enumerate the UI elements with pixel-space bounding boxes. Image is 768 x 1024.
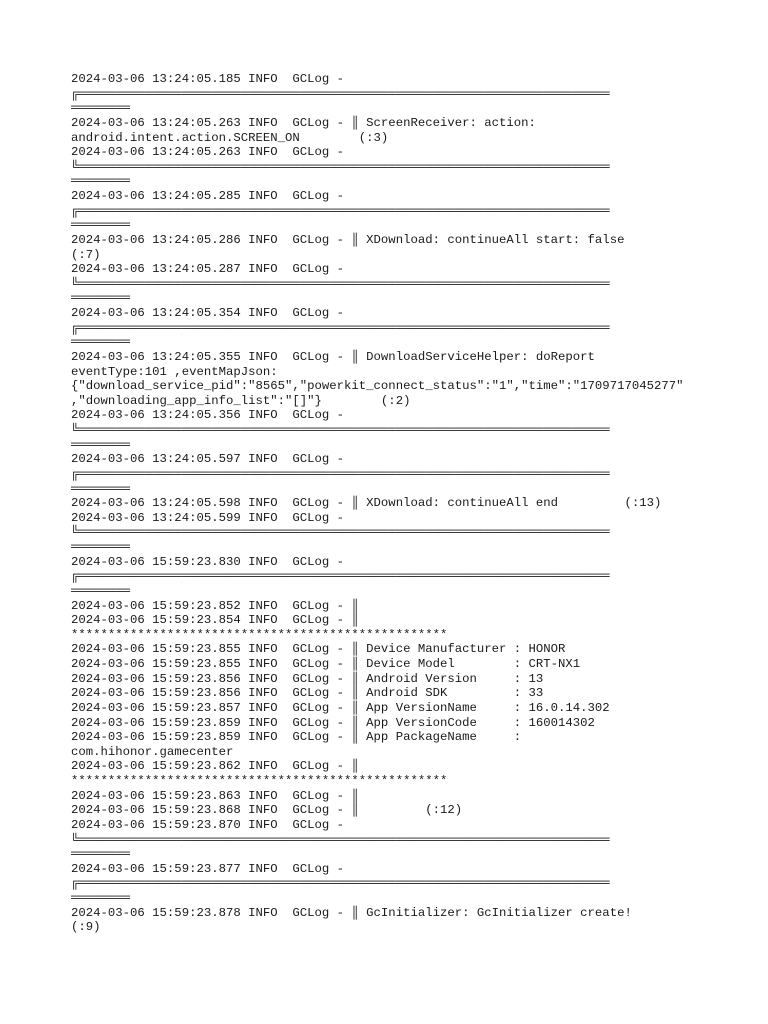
log-line: ╔════════════════════════════════════════════════════════════════════════ xyxy=(71,569,610,584)
log-line: (:7) xyxy=(71,247,101,262)
log-line: 2024-03-06 15:59:23.852 INFO GCLog - ║ xyxy=(71,598,359,613)
log-line: (:9) xyxy=(71,920,101,935)
log-line: *************************************************** xyxy=(71,774,448,788)
log-line: *************************************************** xyxy=(71,627,448,642)
log-line: ════════ xyxy=(71,101,131,116)
log-line: 2024-03-06 15:59:23.830 INFO GCLog - xyxy=(71,554,345,569)
log-line: 2024-03-06 13:24:05.285 INFO GCLog - xyxy=(71,189,345,203)
log-line: 2024-03-06 15:59:23.859 INFO GCLog - ║ App VersionCode : 160014302 xyxy=(71,715,595,730)
log-line: 2024-03-06 15:59:23.857 INFO GCLog - ║ App VersionName : 16.0.14.302 xyxy=(71,700,610,715)
log-line: eventType:101 ,eventMapJson: xyxy=(71,364,278,379)
log-line: 2024-03-06 15:59:23.863 INFO GCLog - ║ xyxy=(71,788,359,803)
log-line: 2024-03-06 15:59:23.856 INFO GCLog - ║ Android Version : 13 xyxy=(71,671,544,686)
log-line: 2024-03-06 13:24:05.599 INFO GCLog - xyxy=(71,510,345,525)
log-line: ╚════════════════════════════════════════════════════════════════════════ xyxy=(71,423,610,437)
log-line: ╚════════════════════════════════════════════════════════════════════════ xyxy=(71,525,610,540)
log-line: 2024-03-06 13:24:05.286 INFO GCLog - ║ XDownload: continueAll start: false xyxy=(71,232,625,247)
log-line: 2024-03-06 15:59:23.868 INFO GCLog - ║ (:12) xyxy=(71,803,463,818)
log-line: 2024-03-06 15:59:23.855 INFO GCLog - ║ Device Manufacturer : HONOR xyxy=(71,642,566,657)
log-line: 2024-03-06 13:24:05.354 INFO GCLog - xyxy=(71,306,345,320)
log-line: com.hihonor.gamecenter xyxy=(71,744,234,759)
log-line: 2024-03-06 15:59:23.854 INFO GCLog - ║ xyxy=(71,613,359,628)
log-line: ╔════════════════════════════════════════════════════════════════════════ xyxy=(71,876,610,891)
log-line: ════════ xyxy=(71,583,131,598)
log-line: 2024-03-06 13:24:05.287 INFO GCLog - xyxy=(71,262,345,277)
log-line: ,"downloading_app_info_list":"[]"} (:2) xyxy=(71,393,411,408)
log-line: 2024-03-06 15:59:23.859 INFO GCLog - ║ App PackageName : xyxy=(71,730,522,745)
log-line: 2024-03-06 13:24:05.263 INFO GCLog - xyxy=(71,145,345,160)
log-line: 2024-03-06 13:24:05.263 INFO GCLog - ║ ScreenReceiver: action: xyxy=(71,115,536,130)
log-line: ╚════════════════════════════════════════════════════════════════════════ xyxy=(71,159,610,174)
log-line: ════════ xyxy=(71,540,131,554)
log-line: 2024-03-06 15:59:23.878 INFO GCLog - ║ GcInitializer: GcInitializer create! xyxy=(71,905,632,920)
log-line: 2024-03-06 13:24:05.355 INFO GCLog - ║ DownloadServiceHelper: doReport xyxy=(71,349,595,364)
log-line: ╔════════════════════════════════════════════════════════════════════════ xyxy=(71,86,610,101)
log-line: 2024-03-06 15:59:23.877 INFO GCLog - xyxy=(71,861,345,876)
log-line: ╔════════════════════════════════════════════════════════════════════════ xyxy=(71,203,610,218)
log-line: ════════ xyxy=(71,891,131,905)
log-line: ════════ xyxy=(71,481,131,496)
log-line: 2024-03-06 15:59:23.862 INFO GCLog - ║ xyxy=(71,759,359,774)
log-line: ════════ xyxy=(71,335,131,350)
log-line: ════════ xyxy=(71,437,131,452)
log-line: {"download_service_pid":"8565","powerkit_connect_status":"1","time":"1709717045277" xyxy=(71,379,684,394)
log-line: 2024-03-06 13:24:05.356 INFO GCLog - xyxy=(71,408,345,423)
log-line: 2024-03-06 13:24:05.597 INFO GCLog - xyxy=(71,452,345,467)
log-line: ════════ xyxy=(71,218,131,233)
log-line: ════════ xyxy=(71,174,131,189)
log-line: android.intent.action.SCREEN_ON (:3) xyxy=(71,130,389,145)
log-line: 2024-03-06 15:59:23.856 INFO GCLog - ║ Android SDK : 33 xyxy=(71,686,544,701)
log-line: ╚════════════════════════════════════════════════════════════════════════ xyxy=(71,832,610,847)
log-document xyxy=(71,72,711,935)
log-line: ════════ xyxy=(71,291,131,306)
log-line: ════════ xyxy=(71,847,131,862)
log-line: ╔════════════════════════════════════════════════════════════════════════ xyxy=(71,466,610,481)
log-line: ╚════════════════════════════════════════════════════════════════════════ xyxy=(71,276,610,291)
log-line: 2024-03-06 15:59:23.870 INFO GCLog - xyxy=(71,817,345,832)
log-line: ╔════════════════════════════════════════════════════════════════════════ xyxy=(71,320,610,335)
log-line: 2024-03-06 13:24:05.598 INFO GCLog - ║ XDownload: continueAll end (:13) xyxy=(71,496,662,511)
log-line: 2024-03-06 13:24:05.185 INFO GCLog - xyxy=(71,72,345,86)
log-line: 2024-03-06 15:59:23.855 INFO GCLog - ║ Device Model : CRT-NX1 xyxy=(71,657,581,671)
